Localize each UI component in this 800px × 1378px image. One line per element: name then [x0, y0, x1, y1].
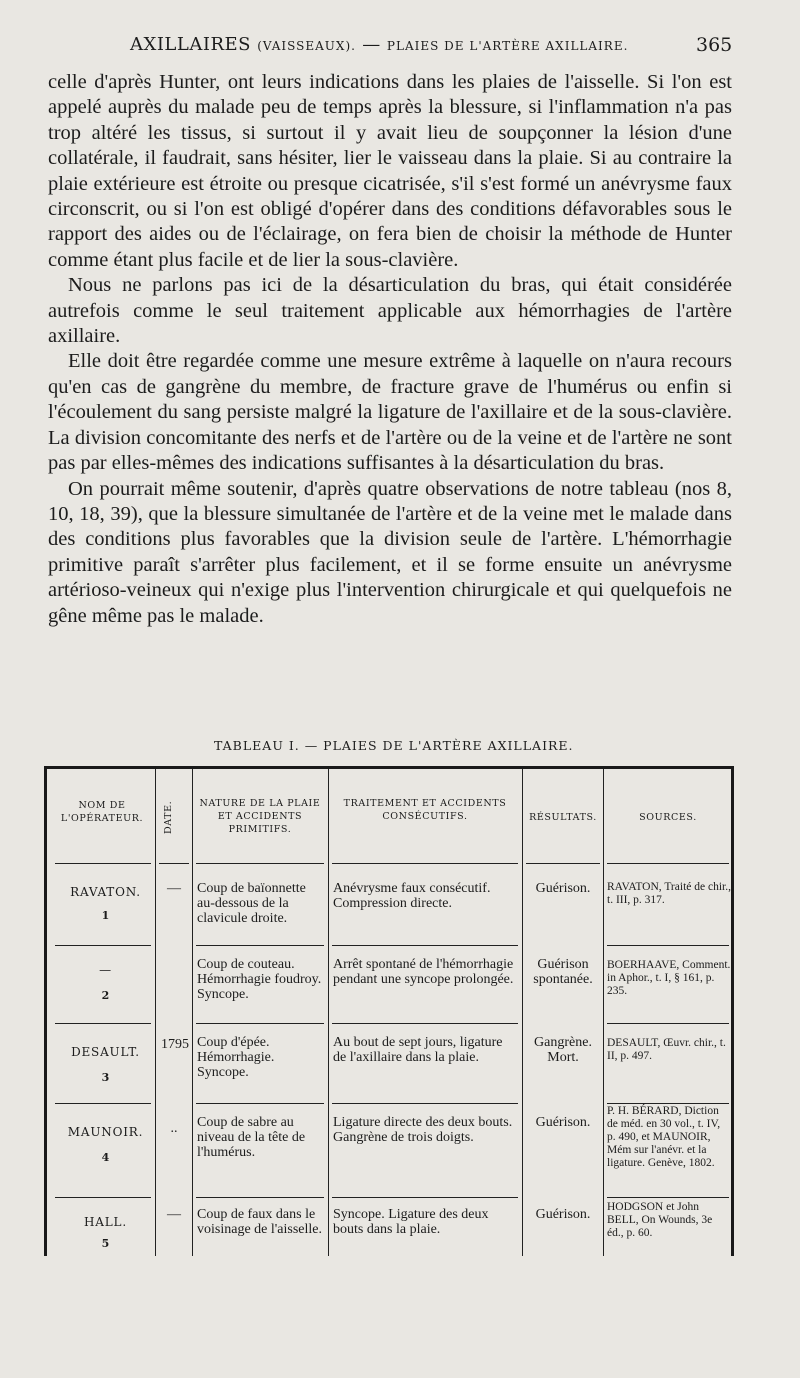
row-separator — [332, 1103, 518, 1104]
row-separator — [196, 863, 324, 864]
result-cell: Guérison spontanée. — [533, 957, 593, 987]
column-divider — [192, 769, 193, 1256]
date-cell: — — [167, 1207, 181, 1222]
row-separator — [159, 863, 189, 864]
date-cell: 1795 — [161, 1037, 189, 1052]
row-separator — [332, 863, 518, 864]
treatment-cell: Syncope. Ligature des deux bouts dans la plaie. — [333, 1207, 489, 1237]
nature-cell: Coup de baïonnette au-dessous de la clavicule droite. — [197, 881, 306, 926]
row-separator — [607, 863, 729, 864]
row-separator — [332, 1023, 518, 1024]
row-separator — [196, 945, 324, 946]
nature-cell: Coup de sabre au niveau de la tête de l'humérus. — [197, 1115, 306, 1160]
row-separator — [526, 863, 600, 864]
running-head-title: AXILLAIRES — [130, 34, 251, 55]
column-divider — [522, 769, 523, 1256]
nature-cell: Coup de faux dans le voisinage de l'aisselle. — [197, 1207, 322, 1237]
date-cell: .. — [170, 1121, 178, 1136]
treatment-cell: Au bout de sept jours, ligature de l'axillaire dans la plaie. — [333, 1035, 503, 1065]
operator-name: — — [99, 963, 112, 977]
row-separator — [55, 1197, 151, 1198]
treatment-cell: Ligature directe des deux bouts. Gangrène de trois doigts. — [333, 1115, 513, 1145]
paragraph: On pourrait même soutenir, d'après quatre observations de notre tableau (nos 8, 10, 18, 39), que la blessure simultanée de l'artère et de la veine met le malade dans des conditions plus favorables que la division seule de l'artère. L'hémorrhagie primitive paraît s'arrêter plus facilement, et il se forme ensuite un anévrysme artérioso-veineux qui n'exige plus l'intervention chirurgicale et qui quelquefois ne gêne même pas le malade. — [48, 477, 732, 627]
header-sources: SOURCES. — [639, 812, 697, 823]
row-separator — [55, 1023, 151, 1024]
row-number: 5 — [101, 1237, 110, 1250]
column-divider — [603, 769, 604, 1256]
operator-name: RAVATON. — [70, 885, 141, 899]
row-separator — [607, 1023, 729, 1024]
result-cell: Guérison. — [535, 1207, 591, 1222]
date-cell: — — [167, 881, 181, 896]
table-title: TABLEAU I. — PLAIES DE L'ARTÈRE AXILLAIRE. — [214, 738, 574, 753]
header-date: DATE. — [163, 800, 174, 834]
row-separator — [607, 1103, 729, 1104]
row-number: 2 — [101, 989, 110, 1002]
row-separator — [332, 1197, 518, 1198]
row-separator — [196, 1197, 324, 1198]
row-number: 3 — [101, 1071, 110, 1084]
treatment-cell: Arrêt spontané de l'hémorrhagie pendant une syncope prolongée. — [333, 957, 514, 987]
operator-name: DESAULT. — [71, 1045, 140, 1059]
operator-name: HALL. — [84, 1215, 127, 1229]
source-cell: RAVATON, Traité de chir., t. III, p. 317. — [607, 881, 731, 906]
operator-name: MAUNOIR. — [67, 1125, 144, 1139]
running-head-section: PLAIES DE L'ARTÈRE AXILLAIRE. — [386, 39, 629, 53]
column-divider — [155, 769, 156, 1256]
row-separator — [196, 1023, 324, 1024]
paragraph: celle d'après Hunter, ont leurs indications dans les plaies de l'aisselle. Si l'on est appelé auprès du malade peu de temps après la blessure, si l'inflammation n'a pas trop altéré les tissus, si surtout il y avait lieu de soupçonner la lésion d'une collatérale, il faudrait, sans hésiter, lier le vaisseau dans la plaie. Si au contraire la plaie extérieure est étroite ou presque cicatrisée, s'il s'est formé un anévrysme faux circonscrit, ou si l'on est obligé d'opérer dans des conditions défavorables sous le rapport des aides ou de l'éclairage, on fera bien de choisir la méthode de Hunter comme étant plus facile et de lier la sous-clavière. — [48, 71, 732, 271]
running-head-subtitle: (VAISSEAUX). — [257, 39, 356, 53]
paragraph: Elle doit être regardée comme une mesure extrême à laquelle on n'aura recours qu'en cas de gangrène du membre, de fracture grave de l'humérus ou enfin si l'écoulement du sang persiste malgré la ligature de l'axillaire et de la sous-clavière. La division concomitante des nerfs et de l'artère ou de la veine et de l'artère ne sont pas par elles-mêmes des indications suffisantes à la désarticulation du bras. — [48, 350, 732, 475]
row-separator — [55, 945, 151, 946]
row-separator — [332, 945, 518, 946]
row-separator — [607, 945, 729, 946]
header-results: RÉSULTATS. — [529, 812, 597, 823]
source-cell: P. H. BÉRARD, Diction de méd. en 30 vol., t. IV, p. 490, et MAUNOIR, Mém sur l'anévr. et la ligature. Genève, 1802. — [607, 1105, 721, 1169]
header-operator: NOM DE L'OPÉRATEUR. — [60, 800, 144, 824]
column-divider — [328, 769, 329, 1256]
row-number: 4 — [101, 1151, 110, 1164]
source-cell: BOERHAAVE, Comment. in Aphor., t. I, § 161, p. 235. — [607, 959, 731, 997]
result-cell: Gangrène. Mort. — [534, 1035, 592, 1065]
source-cell: DESAULT, Œuvr. chir., t. II, p. 497. — [607, 1037, 726, 1062]
row-separator — [55, 863, 151, 864]
running-head — [130, 34, 733, 56]
nature-cell: Coup d'épée. Hémorrhagie. Syncope. — [197, 1035, 275, 1080]
page-number: 365 — [696, 34, 733, 56]
result-cell: Guérison. — [535, 1115, 591, 1130]
header-nature: NATURE DE LA PLAIE ET ACCIDENTS PRIMITIFS. — [199, 798, 321, 835]
row-separator — [55, 1103, 151, 1104]
source-cell: HODGSON et John BELL, On Wounds, 3e éd., p. 60. — [607, 1201, 713, 1239]
treatment-cell: Anévrysme faux consécutif. Compression directe. — [333, 881, 491, 911]
body-text — [48, 70, 732, 629]
data-table — [44, 766, 734, 1256]
paragraph: Nous ne parlons pas ici de la désarticulation du bras, qui était considérée autrefois comme le seul traitement applicable aux hémorrhagies de l'artère axillaire. — [48, 274, 732, 348]
row-separator — [196, 1103, 324, 1104]
nature-cell: Coup de couteau. Hémorrhagie foudroy. Syncope. — [197, 957, 322, 1002]
row-separator — [607, 1197, 729, 1198]
result-cell: Guérison. — [535, 881, 591, 896]
header-treatment: TRAITEMENT ET ACCIDENTS CONSÉCUTIFS. — [343, 798, 507, 822]
row-number: 1 — [101, 909, 110, 922]
running-head-dash: — — [362, 34, 381, 55]
